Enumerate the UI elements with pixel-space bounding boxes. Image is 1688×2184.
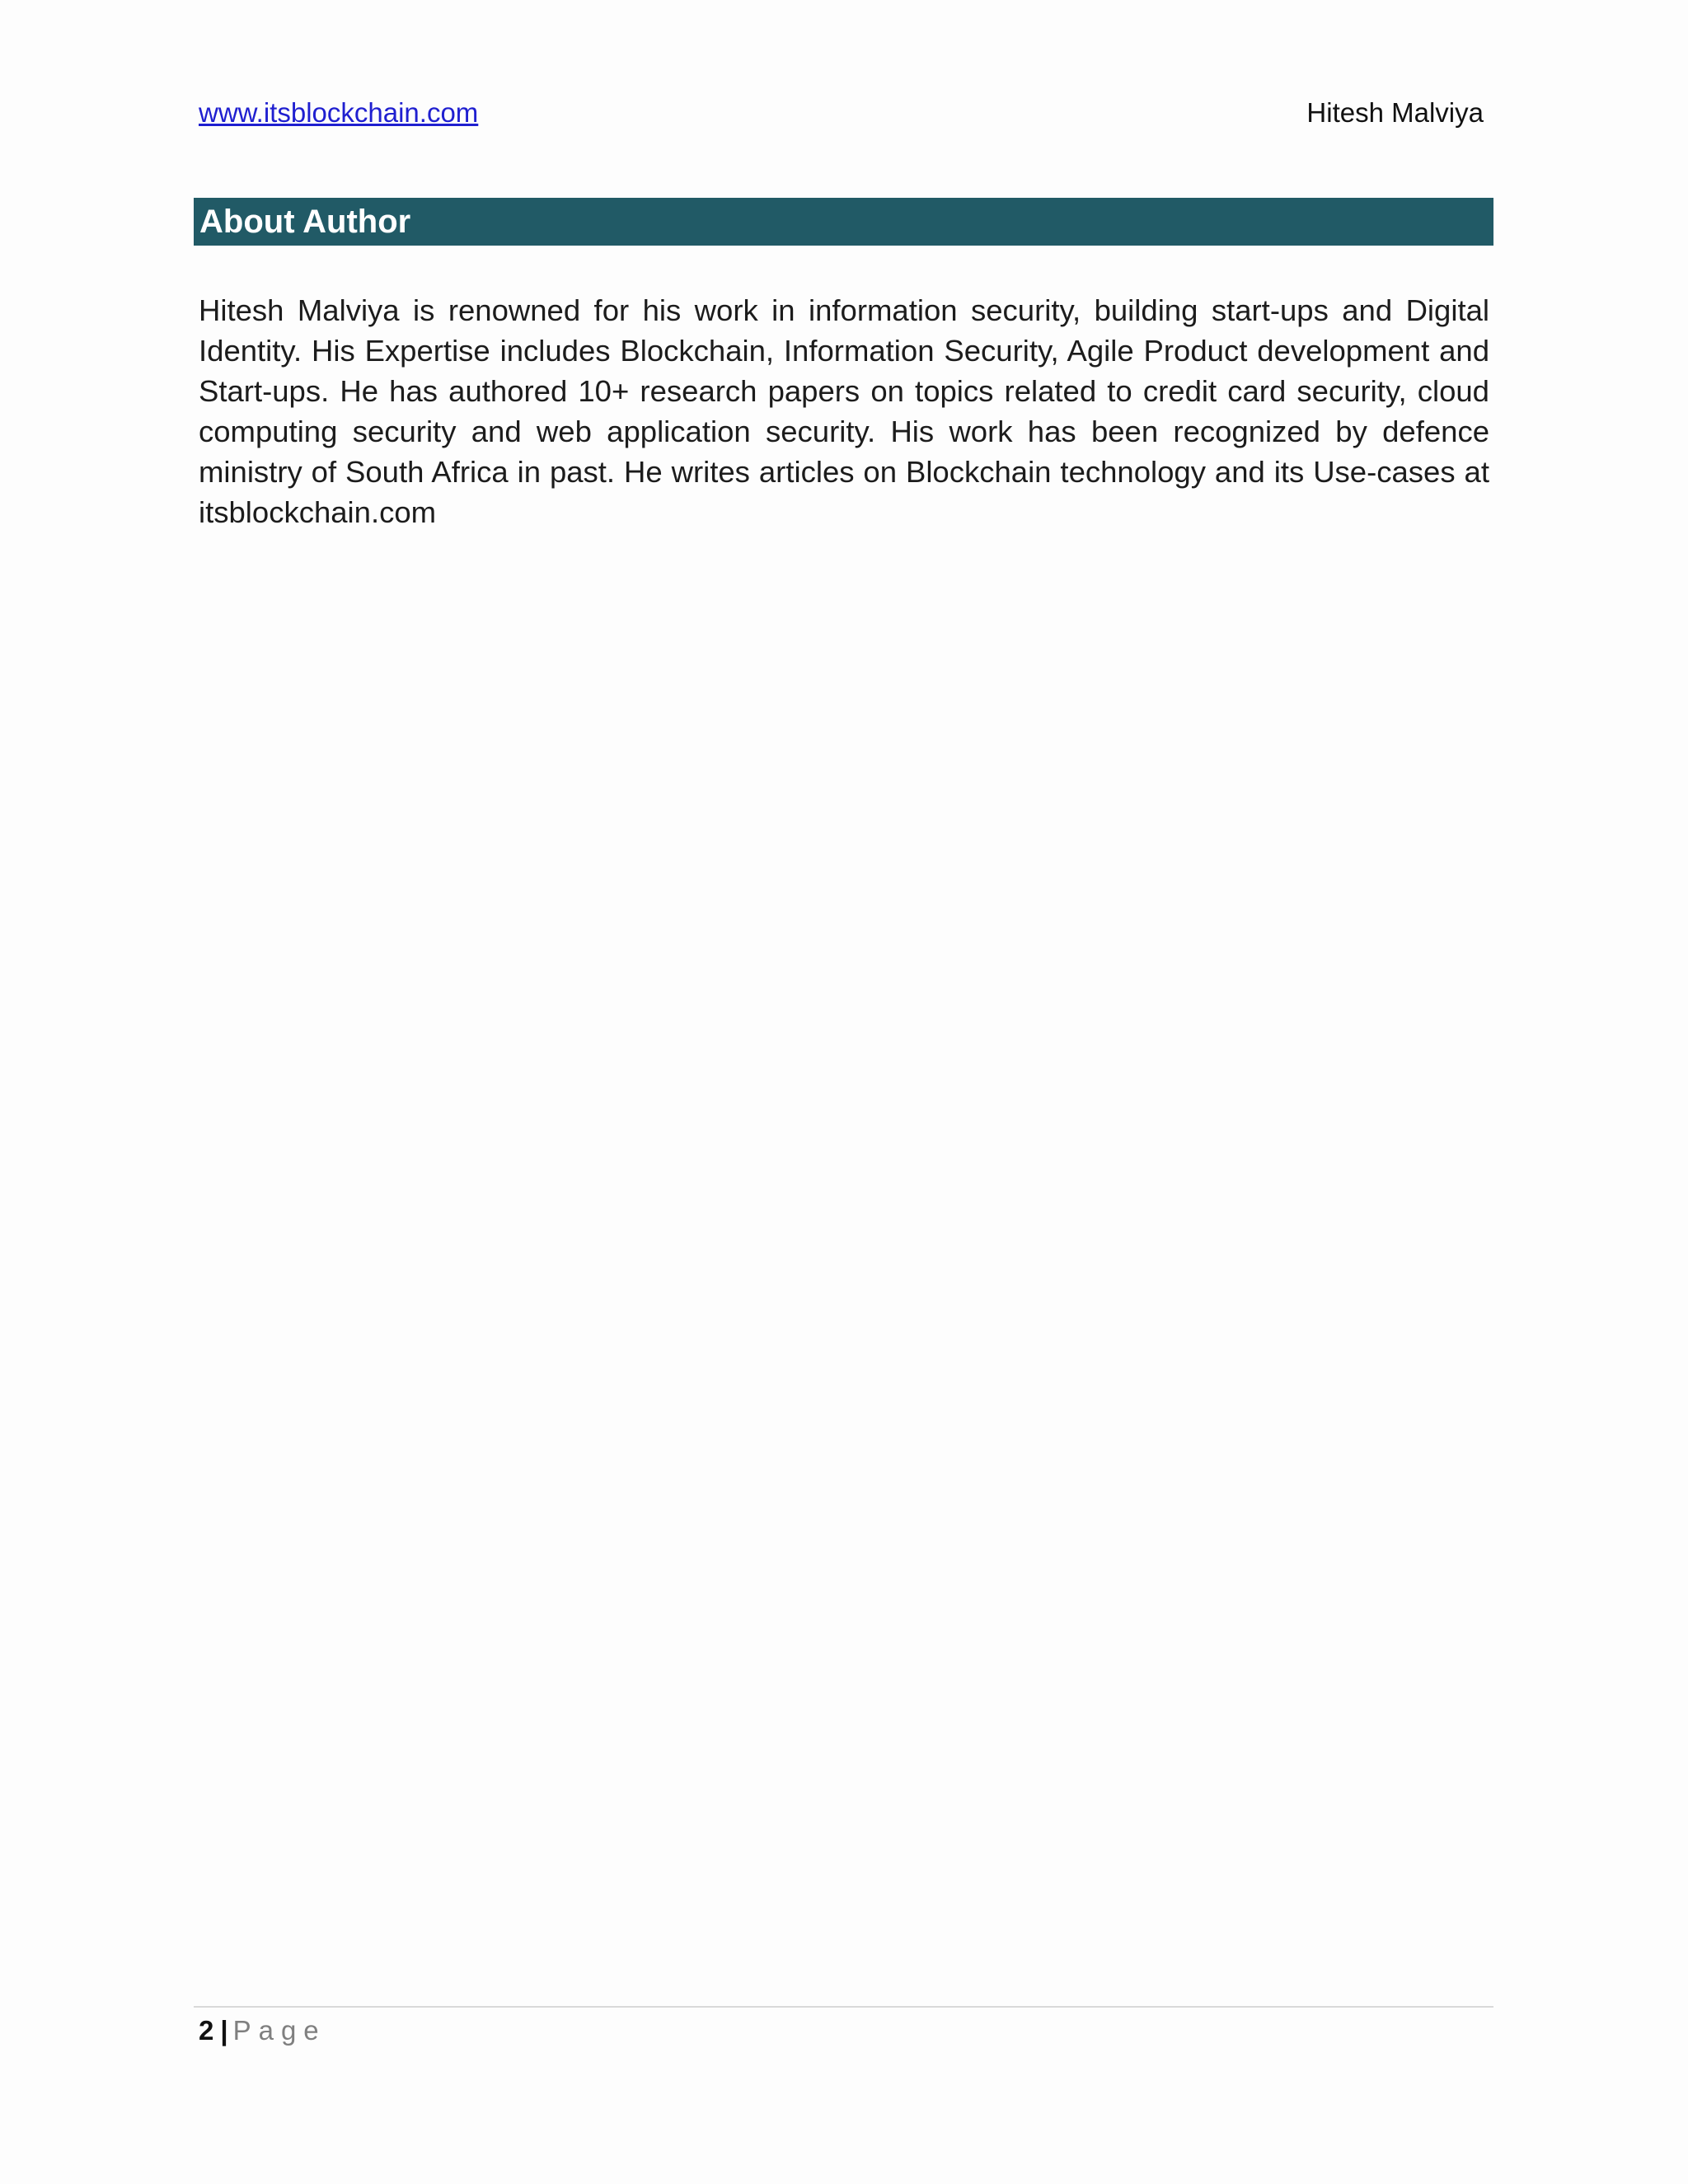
section-heading-about-author: About Author: [194, 198, 1493, 246]
page-label: Page: [232, 2015, 326, 2046]
page-footer: [199, 2013, 326, 2049]
header-author-name: Hitesh Malviya: [1306, 97, 1484, 128]
footer-separator: |: [220, 2015, 228, 2046]
website-link[interactable]: www.itsblockchain.com: [199, 97, 479, 128]
footer-divider: [194, 2006, 1493, 2008]
page-header: [199, 97, 1484, 138]
page-number: 2: [199, 2015, 214, 2046]
author-bio-paragraph: Hitesh Malviya is renowned for his work in information security, building start-ups and Digital Identity. His Expertise includes Blockchain, Information Security, Agile Product development and Start-ups. He has authored 10+ research papers on topics related to credit card security, cloud computing security and web application security. His work has been recognized by defence ministry of South Africa in past. He writes articles on Blockchain technology and its Use-cases at itsblockchain.com: [199, 293, 1489, 529]
